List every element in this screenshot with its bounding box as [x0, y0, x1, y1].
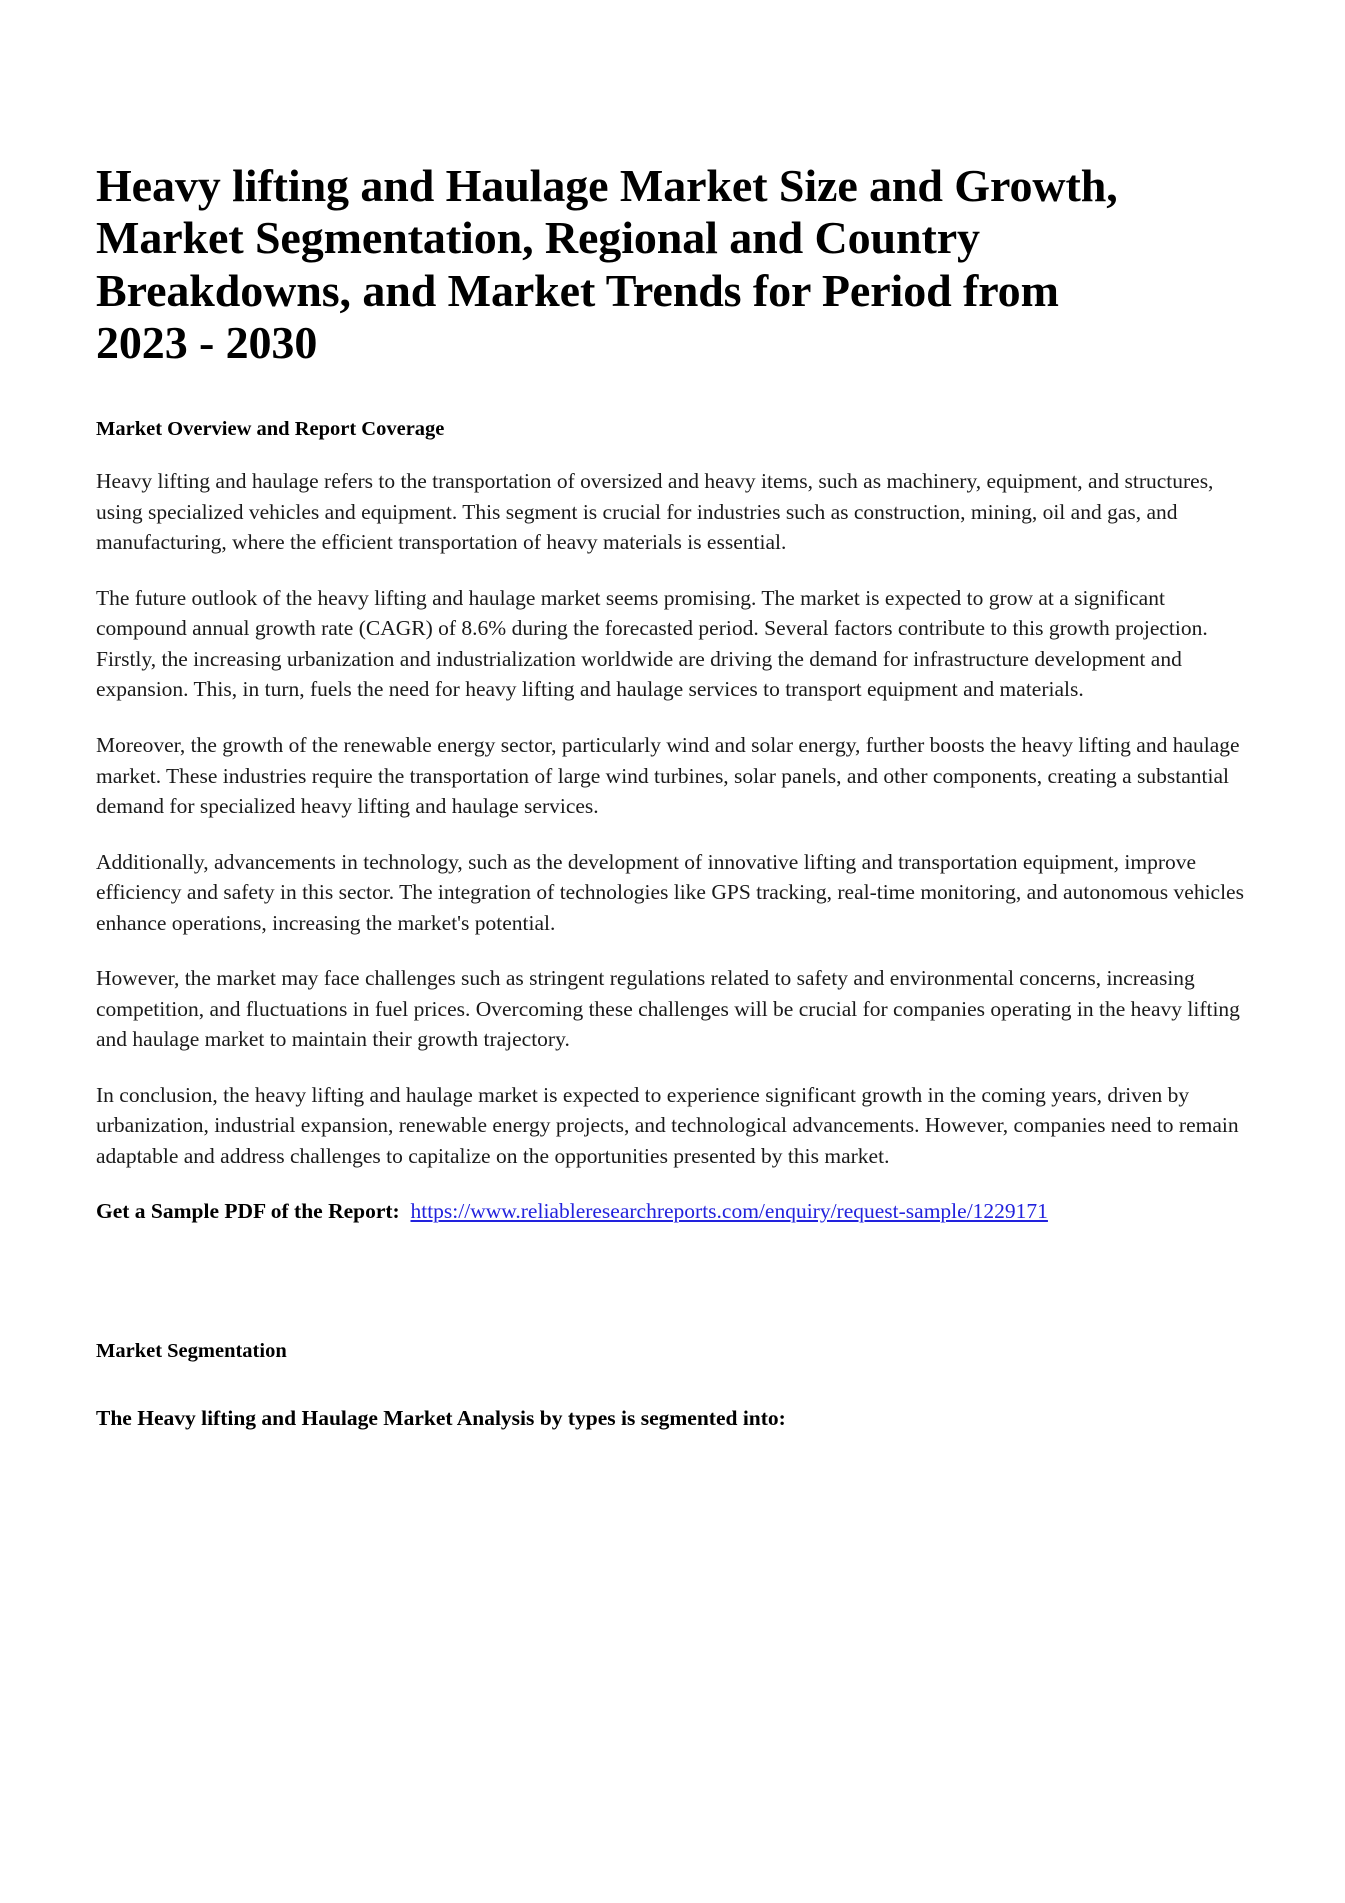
sample-pdf-label: Get a Sample PDF of the Report: [96, 1199, 400, 1224]
paragraph-technology: Additionally, advancements in technology, such as the development of innovative lifting and transportation equipment, improve efficiency and safety in this sector. The integration of technologies like GPS tracking, real-time monitoring, and autonomous vehicles enhance operations, increasing the market's potential. [96, 849, 1244, 935]
paragraph-challenges: However, the market may face challenges such as stringent regulations related to safety and environmental concerns, increasing competition, and fluctuations in fuel prices. Overcoming these challenges will be crucial for companies operating in the heavy lifting and haulage market to maintain their growth trajectory. [96, 966, 1240, 1052]
paragraph-definition: Heavy lifting and haulage refers to the transportation of oversized and heavy items, such as machinery, equipment, and structures, using specialized vehicles and equipment. This segment is crucial for industries such as construction, mining, oil and gas, and manufacturing, where the efficient transportation of heavy materials is essential. [96, 469, 1214, 555]
section-spacer [96, 1252, 1245, 1338]
paragraph-renewable-energy: Moreover, the growth of the renewable energy sector, particularly wind and solar energy, further boosts the heavy lifting and haulage market. These industries require the transportation of large wind turbines, solar panels, and other components, creating a substantial demand for specialized heavy lifting and haulage services. [96, 733, 1240, 819]
sample-pdf-line [96, 1196, 1245, 1227]
section-heading-market-overview: Market Overview and Report Coverage [96, 417, 445, 440]
sample-pdf-link[interactable]: https://www.reliableresearchreports.com/enquiry/request-sample/1229171 [410, 1199, 1048, 1224]
paragraph-conclusion: In conclusion, the heavy lifting and haulage market is expected to experience significant growth in the coming years, driven by urbanization, industrial expansion, renewable energy projects, and technological advancements. However, companies need to remain adaptable and address challenges to capitalize on the opportunities presented by this market. [96, 1082, 1239, 1168]
page-title: Heavy lifting and Haulage Market Size and Growth, Market Segmentation, Regional and Country Breakdowns, and Market Trends for Period from 2023 - 2030 [96, 160, 1118, 369]
segmentation-types-subheading: The Heavy lifting and Haulage Market Analysis by types is segmented into: [96, 1406, 786, 1431]
paragraph-outlook: The future outlook of the heavy lifting and haulage market seems promising. The market is expected to grow at a significant compound annual growth rate (CAGR) of 8.6% during the forecasted period. Several factors contribute to this growth projection. Firstly, the increasing urbanization and industrialization worldwide are driving the demand for infrastructure development and expansion. This, in turn, fuels the need for heavy lifting and haulage services to transport equipment and materials. [96, 585, 1208, 702]
section-heading-market-segmentation: Market Segmentation [96, 1339, 287, 1362]
